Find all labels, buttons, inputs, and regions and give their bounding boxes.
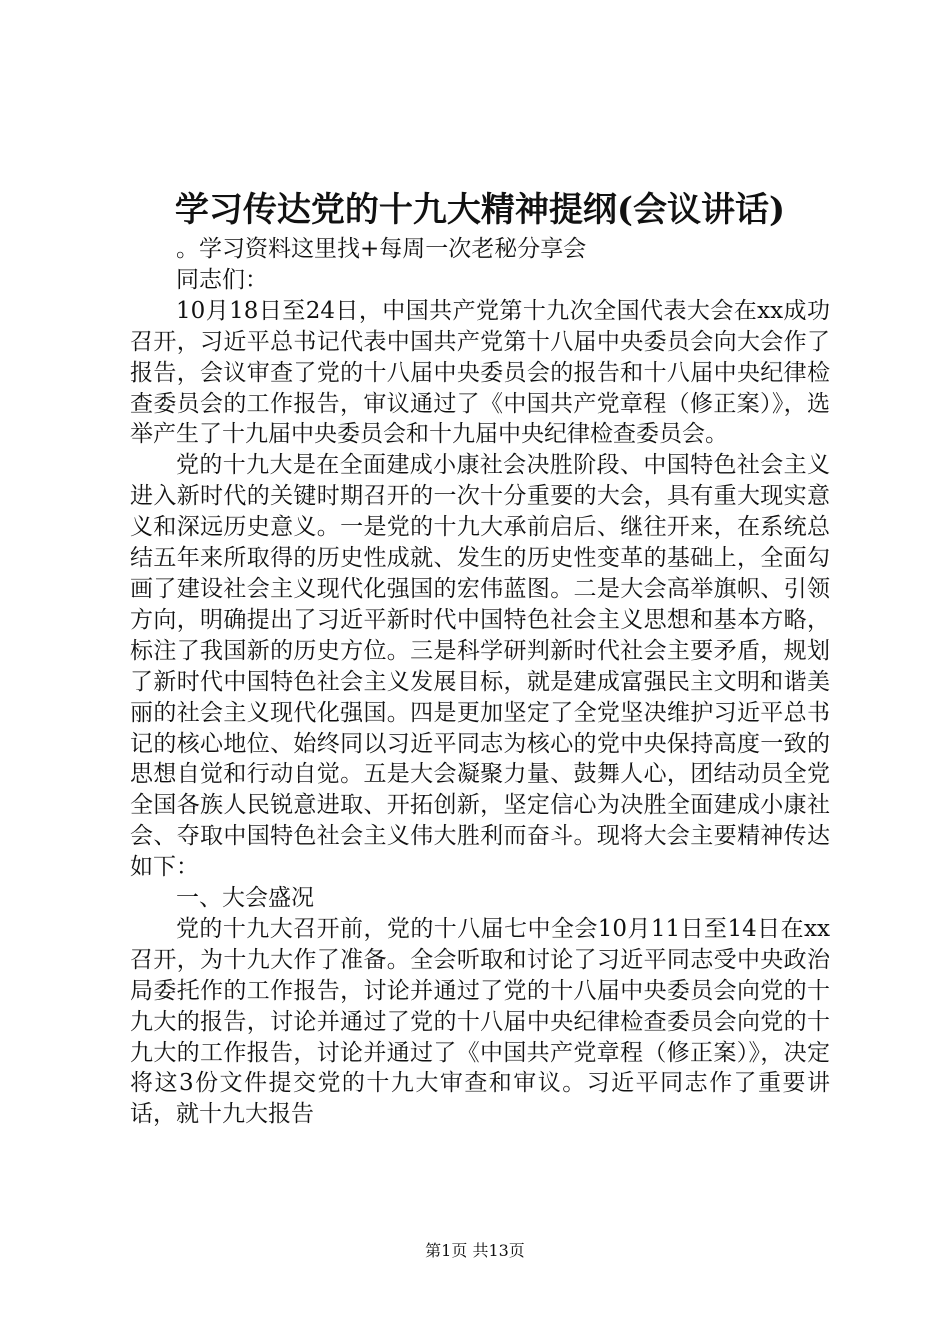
document-body bbox=[130, 234, 830, 1130]
paragraph-promo: 。学习资料这里找+每周一次老秘分享会 bbox=[176, 236, 587, 262]
section-heading-1: 一、大会盛况 bbox=[176, 885, 314, 912]
document-title: 学习传达党的十九大精神提纲(会议讲话) bbox=[174, 190, 786, 230]
paragraph-salutation: 同志们： bbox=[176, 266, 268, 293]
paragraph-significance: 党的十九大是在全面建成小康社会决胜阶段、中国特色社会主义进入新时代的关键时期召开的一次十分重要的大会，具有重大现实意义和深远历史意义。一是党的十九大承前启后、继往开来，在系统总结五年来所取得的历史性成就、发生的历史性变革的基础上，全面勾画了建设社会主义现代化强国的宏伟蓝图。二是大会高举旗帜、引领方向，明确提出了习近平新时代中国特色社会主义思想和基本方略，标注了我国新的历史方位。三是科学研判新时代社会主要矛盾，规划了新时代中国特色社会主义发展目标，就是建成富强民主文明和谐美丽的社会主义现代化强国。四是更加坚定了全党坚决维护习近平总书记的核心地位、始终同以习近平同志为核心的党中央保持高度一致的思想自觉和行动自觉。五是大会凝聚力量、鼓舞人心，团结动员全党全国各族人民锐意进取、开拓创新，坚定信心为决胜全面建成小康社会、夺取中国特色社会主义伟大胜利而奋斗。现将大会主要精神传达如下： bbox=[130, 452, 830, 881]
page-number-footer: 第1页 共13页 bbox=[425, 1241, 525, 1260]
paragraph-intro: 10月18日至24日，中国共产党第十九次全国代表大会在xx成功召开，习近平总书记代表中国共产党第十八届中央委员会向大会作了报告，会议审查了党的十八届中央委员会的报告和十八届中央纪律检查委员会的工作报告，审议通过了《中国共产党章程（修正案）》，选举产生了十九届中央委员会和十九届中央纪律检查委员会。 bbox=[130, 297, 830, 448]
paragraph-overview: 党的十九大召开前，党的十八届七中全会10月11日至14日在xx召开，为十九大作了准备。全会听取和讨论了习近平同志受中央政治局委托作的工作报告，讨论并通过了党的十八届中央委员会向党的十九大的报告，讨论并通过了党的十八届中央纪律检查委员会向党的十九大的工作报告，讨论并通过了《中国共产党章程（修正案）》，决定将这3份文件提交党的十九大审查和审议。习近平同志作了重要讲话，就十九大报告 bbox=[130, 915, 830, 1128]
